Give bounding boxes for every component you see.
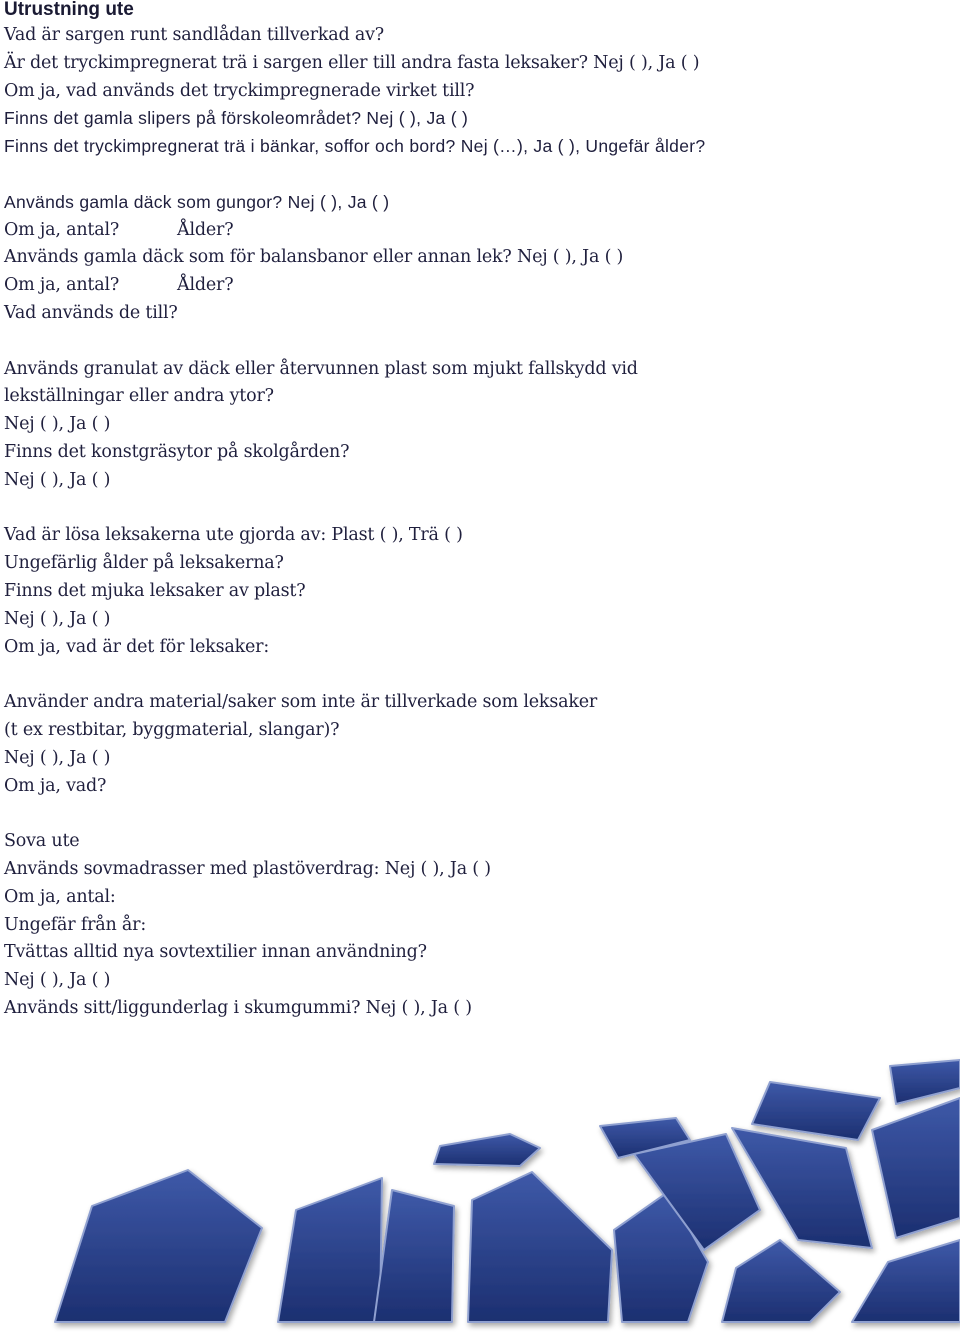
age-label: Ålder?: [177, 219, 234, 240]
question-line: Vad är sargen runt sandlådan tillverkad av?: [4, 25, 384, 45]
block-shape: [55, 1170, 262, 1322]
question-line: Ungefärlig ålder på leksakerna?: [4, 553, 284, 574]
document: [4, 0, 954, 1023]
question-line: Finns det tryckimpregnerat trä i bänkar, soffor och bord? Nej (…), Ja ( ), Ungefär ålder?: [4, 136, 706, 157]
block-shape: [374, 1190, 454, 1322]
question-line: Är det tryckimpregnerat trä i sargen eller till andra fasta leksaker? Nej ( ), Ja ( ): [4, 52, 700, 73]
question-line: Används sitt/liggunderlag i skumgummi? Nej ( ), Ja ( ): [4, 997, 472, 1018]
answer-line: Nej ( ), Ja ( ): [4, 414, 111, 435]
question-line: (t ex restbitar, byggmaterial, slangar)?: [4, 719, 340, 740]
age-label: Ålder?: [177, 275, 234, 296]
block-shape: [600, 1118, 690, 1158]
question-line: [4, 217, 954, 245]
section-title: Utrustning ute: [4, 0, 134, 20]
question-line: Används gamla däck som gungor? Nej ( ), Ja ( ): [4, 191, 390, 212]
question-line: Tvättas alltid nya sovtextilier innan användning?: [4, 942, 427, 963]
block-shape: [732, 1128, 872, 1248]
question-line: Finns det konstgräsytor på skolgården?: [4, 441, 350, 462]
block-shape: [634, 1134, 760, 1250]
block-shape: [278, 1178, 382, 1322]
question-line: Finns det gamla slipers på förskoleområdet? Nej ( ), Ja ( ): [4, 108, 469, 129]
answer-line: Nej ( ), Ja ( ): [4, 608, 111, 629]
question-line: [4, 272, 954, 300]
block-shape: [752, 1082, 880, 1140]
block-shape: [434, 1134, 540, 1166]
question-line: Om ja, vad?: [4, 775, 107, 796]
question-line: Om ja, antal:: [4, 886, 116, 907]
subsection-heading: Sova ute: [4, 831, 80, 852]
question-line: Vad används de till?: [4, 302, 178, 323]
question-line: Används sovmadrasser med plastöverdrag: Nej ( ), Ja ( ): [4, 858, 491, 879]
question-line: Använder andra material/saker som inte är tillverkade som leksaker: [4, 692, 598, 713]
answer-line: Nej ( ), Ja ( ): [4, 747, 111, 768]
block-shape: [468, 1172, 612, 1322]
question-line: Ungefär från år:: [4, 914, 147, 935]
block-shape: [872, 1098, 960, 1238]
question-line: Vad är lösa leksakerna ute gjorda av: Plast ( ), Trä ( ): [4, 525, 463, 546]
question-line: lekställningar eller andra ytor?: [4, 386, 274, 407]
question-line: Finns det mjuka leksaker av plast?: [4, 580, 306, 601]
answer-line: Nej ( ), Ja ( ): [4, 469, 111, 490]
block-shape: [722, 1240, 840, 1322]
answer-line: Nej ( ), Ja ( ): [4, 970, 111, 991]
block-shape: [890, 1060, 960, 1104]
block-shape: [614, 1192, 708, 1322]
question-line: Används gamla däck som för balansbanor eller annan lek? Nej ( ), Ja ( ): [4, 247, 624, 268]
question-line: Används granulat av däck eller återvunnen plast som mjukt fallskydd vid: [4, 358, 638, 379]
question-line: Om ja, vad används det tryckimpregnerade virket till?: [4, 80, 475, 101]
question-line: Om ja, vad är det för leksaker:: [4, 636, 270, 657]
block-shape: [852, 1240, 960, 1322]
count-label: Om ja, antal?: [4, 219, 120, 240]
count-label: Om ja, antal?: [4, 275, 120, 296]
